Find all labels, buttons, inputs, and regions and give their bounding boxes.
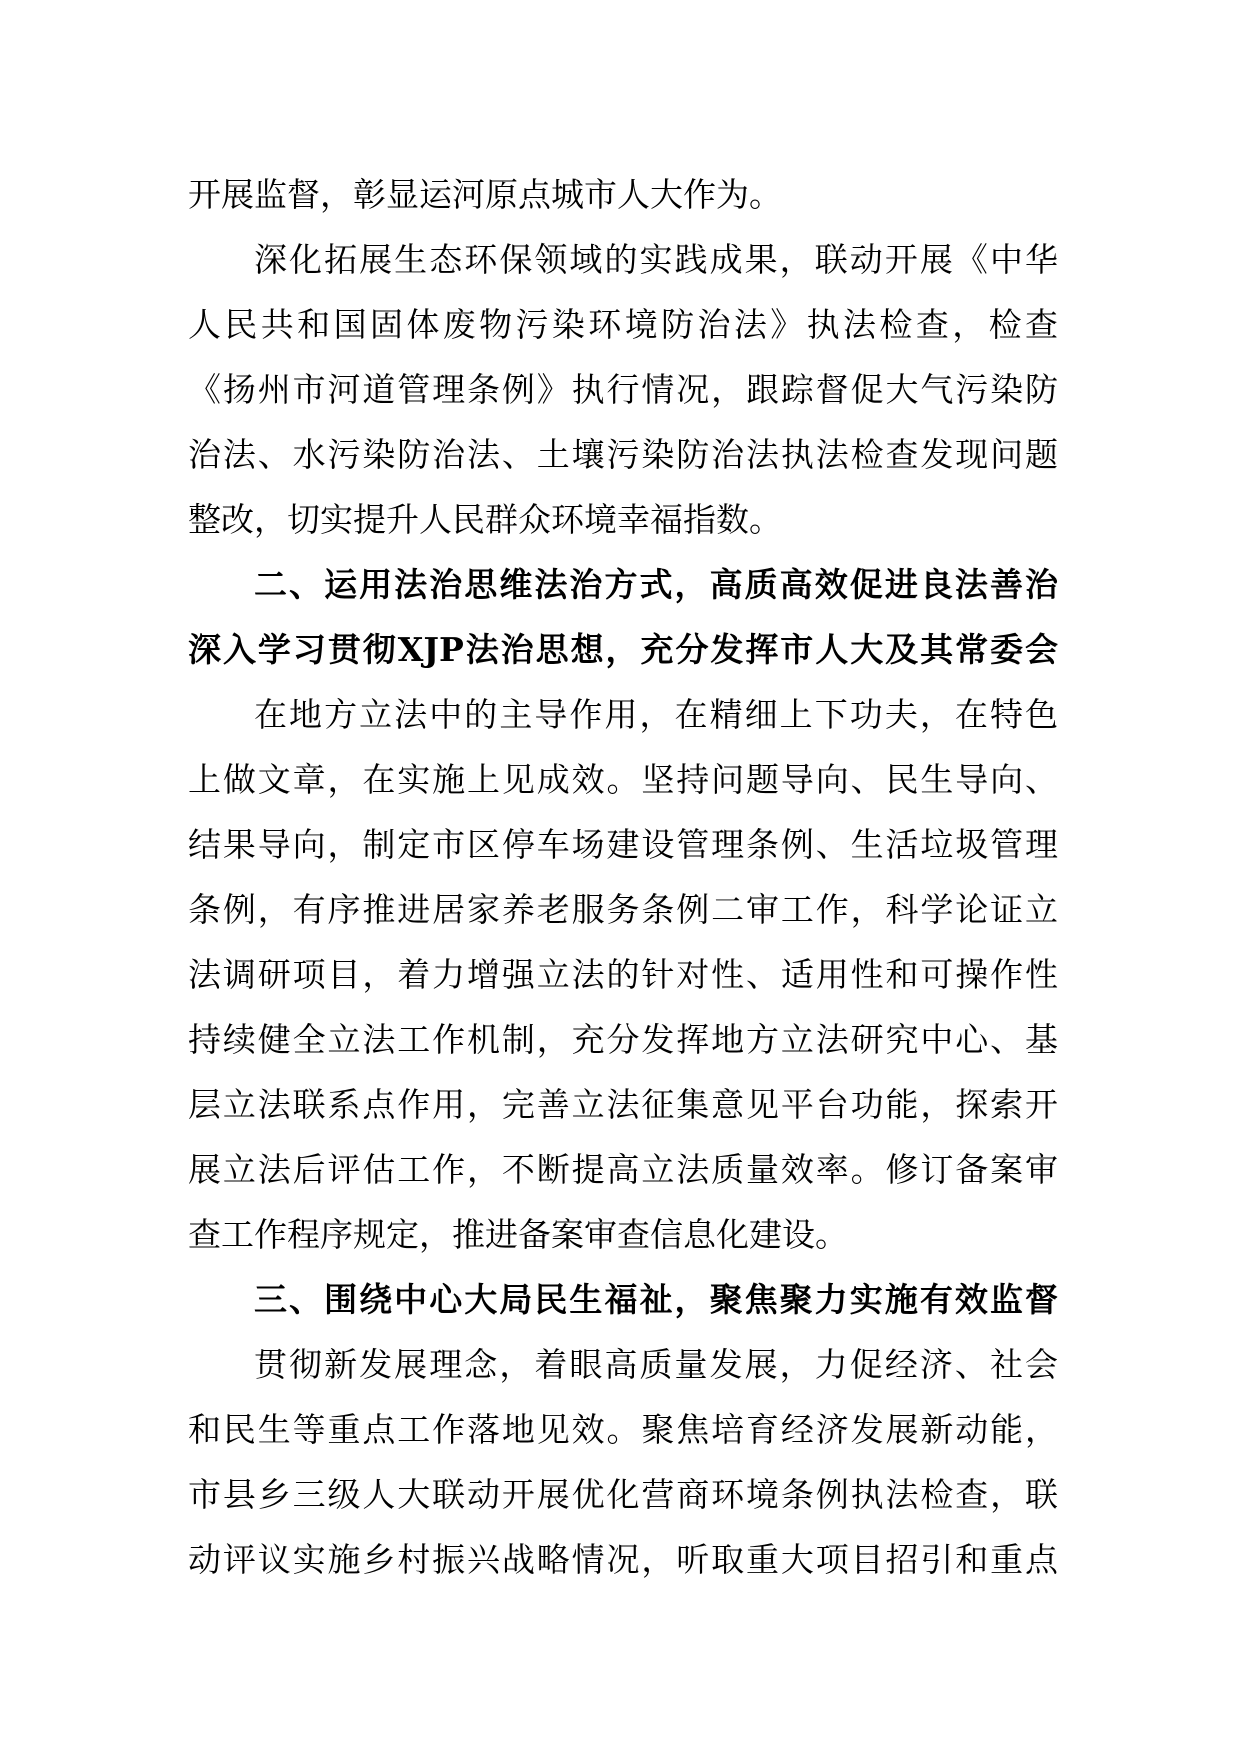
text-line-15: 层立法联系点作用，完善立法征集意见平台功能，探索开	[188, 1085, 1058, 1124]
text-line-6: 整改，切实提升人民群众环境幸福指数。	[188, 500, 782, 539]
text-line-2: 深化拓展生态环保领域的实践成果，联动开展《中华	[254, 240, 1058, 279]
text-line-5: 治法、水污染防治法、土壤污染防治法执法检查发现问题	[188, 435, 1058, 474]
text-line-10: 上做文章，在实施上见成效。坚持问题导向、民生导向、	[188, 760, 1058, 799]
text-line-17: 查工作程序规定，推进备案审查信息化建设。	[188, 1215, 848, 1254]
text-line-11: 结果导向，制定市区停车场建设管理条例、生活垃圾管理	[188, 825, 1058, 864]
text-line-13: 法调研项目，着力增强立法的针对性、适用性和可操作性	[188, 955, 1058, 994]
text-line-21: 市县乡三级人大联动开展优化营商环境条例执法检查，联	[188, 1475, 1058, 1514]
text-line-9: 在地方立法中的主导作用，在精细上下功夫，在特色	[254, 695, 1058, 734]
text-line-22: 动评议实施乡村振兴战略情况，听取重大项目招引和重点	[188, 1540, 1058, 1579]
document-body	[188, 162, 1058, 1592]
text-line-4: 《扬州市河道管理条例》执行情况，跟踪督促大气污染防	[188, 370, 1058, 409]
text-line-8: 深入学习贯彻XJP法治思想，充分发挥市人大及其常委会	[188, 630, 1058, 669]
text-line-1: 开展监督，彰显运河原点城市人大作为。	[188, 175, 782, 214]
section-heading-3: 三、围绕中心大局民生福祉，聚焦聚力实施有效监督	[254, 1280, 1058, 1319]
section-heading-2: 二、运用法治思维法治方式，高质高效促进良法善治	[254, 565, 1058, 604]
text-line-16: 展立法后评估工作，不断提高立法质量效率。修订备案审	[188, 1150, 1058, 1189]
text-line-3: 人民共和国固体废物污染环境防治法》执法检查，检查	[188, 305, 1058, 344]
text-line-20: 和民生等重点工作落地见效。聚焦培育经济发展新动能，	[188, 1410, 1058, 1449]
text-line-14: 持续健全立法工作机制，充分发挥地方立法研究中心、基	[188, 1020, 1058, 1059]
text-line-12: 条例，有序推进居家养老服务条例二审工作，科学论证立	[188, 890, 1058, 929]
text-line-19: 贯彻新发展理念，着眼高质量发展，力促经济、社会	[254, 1345, 1058, 1384]
